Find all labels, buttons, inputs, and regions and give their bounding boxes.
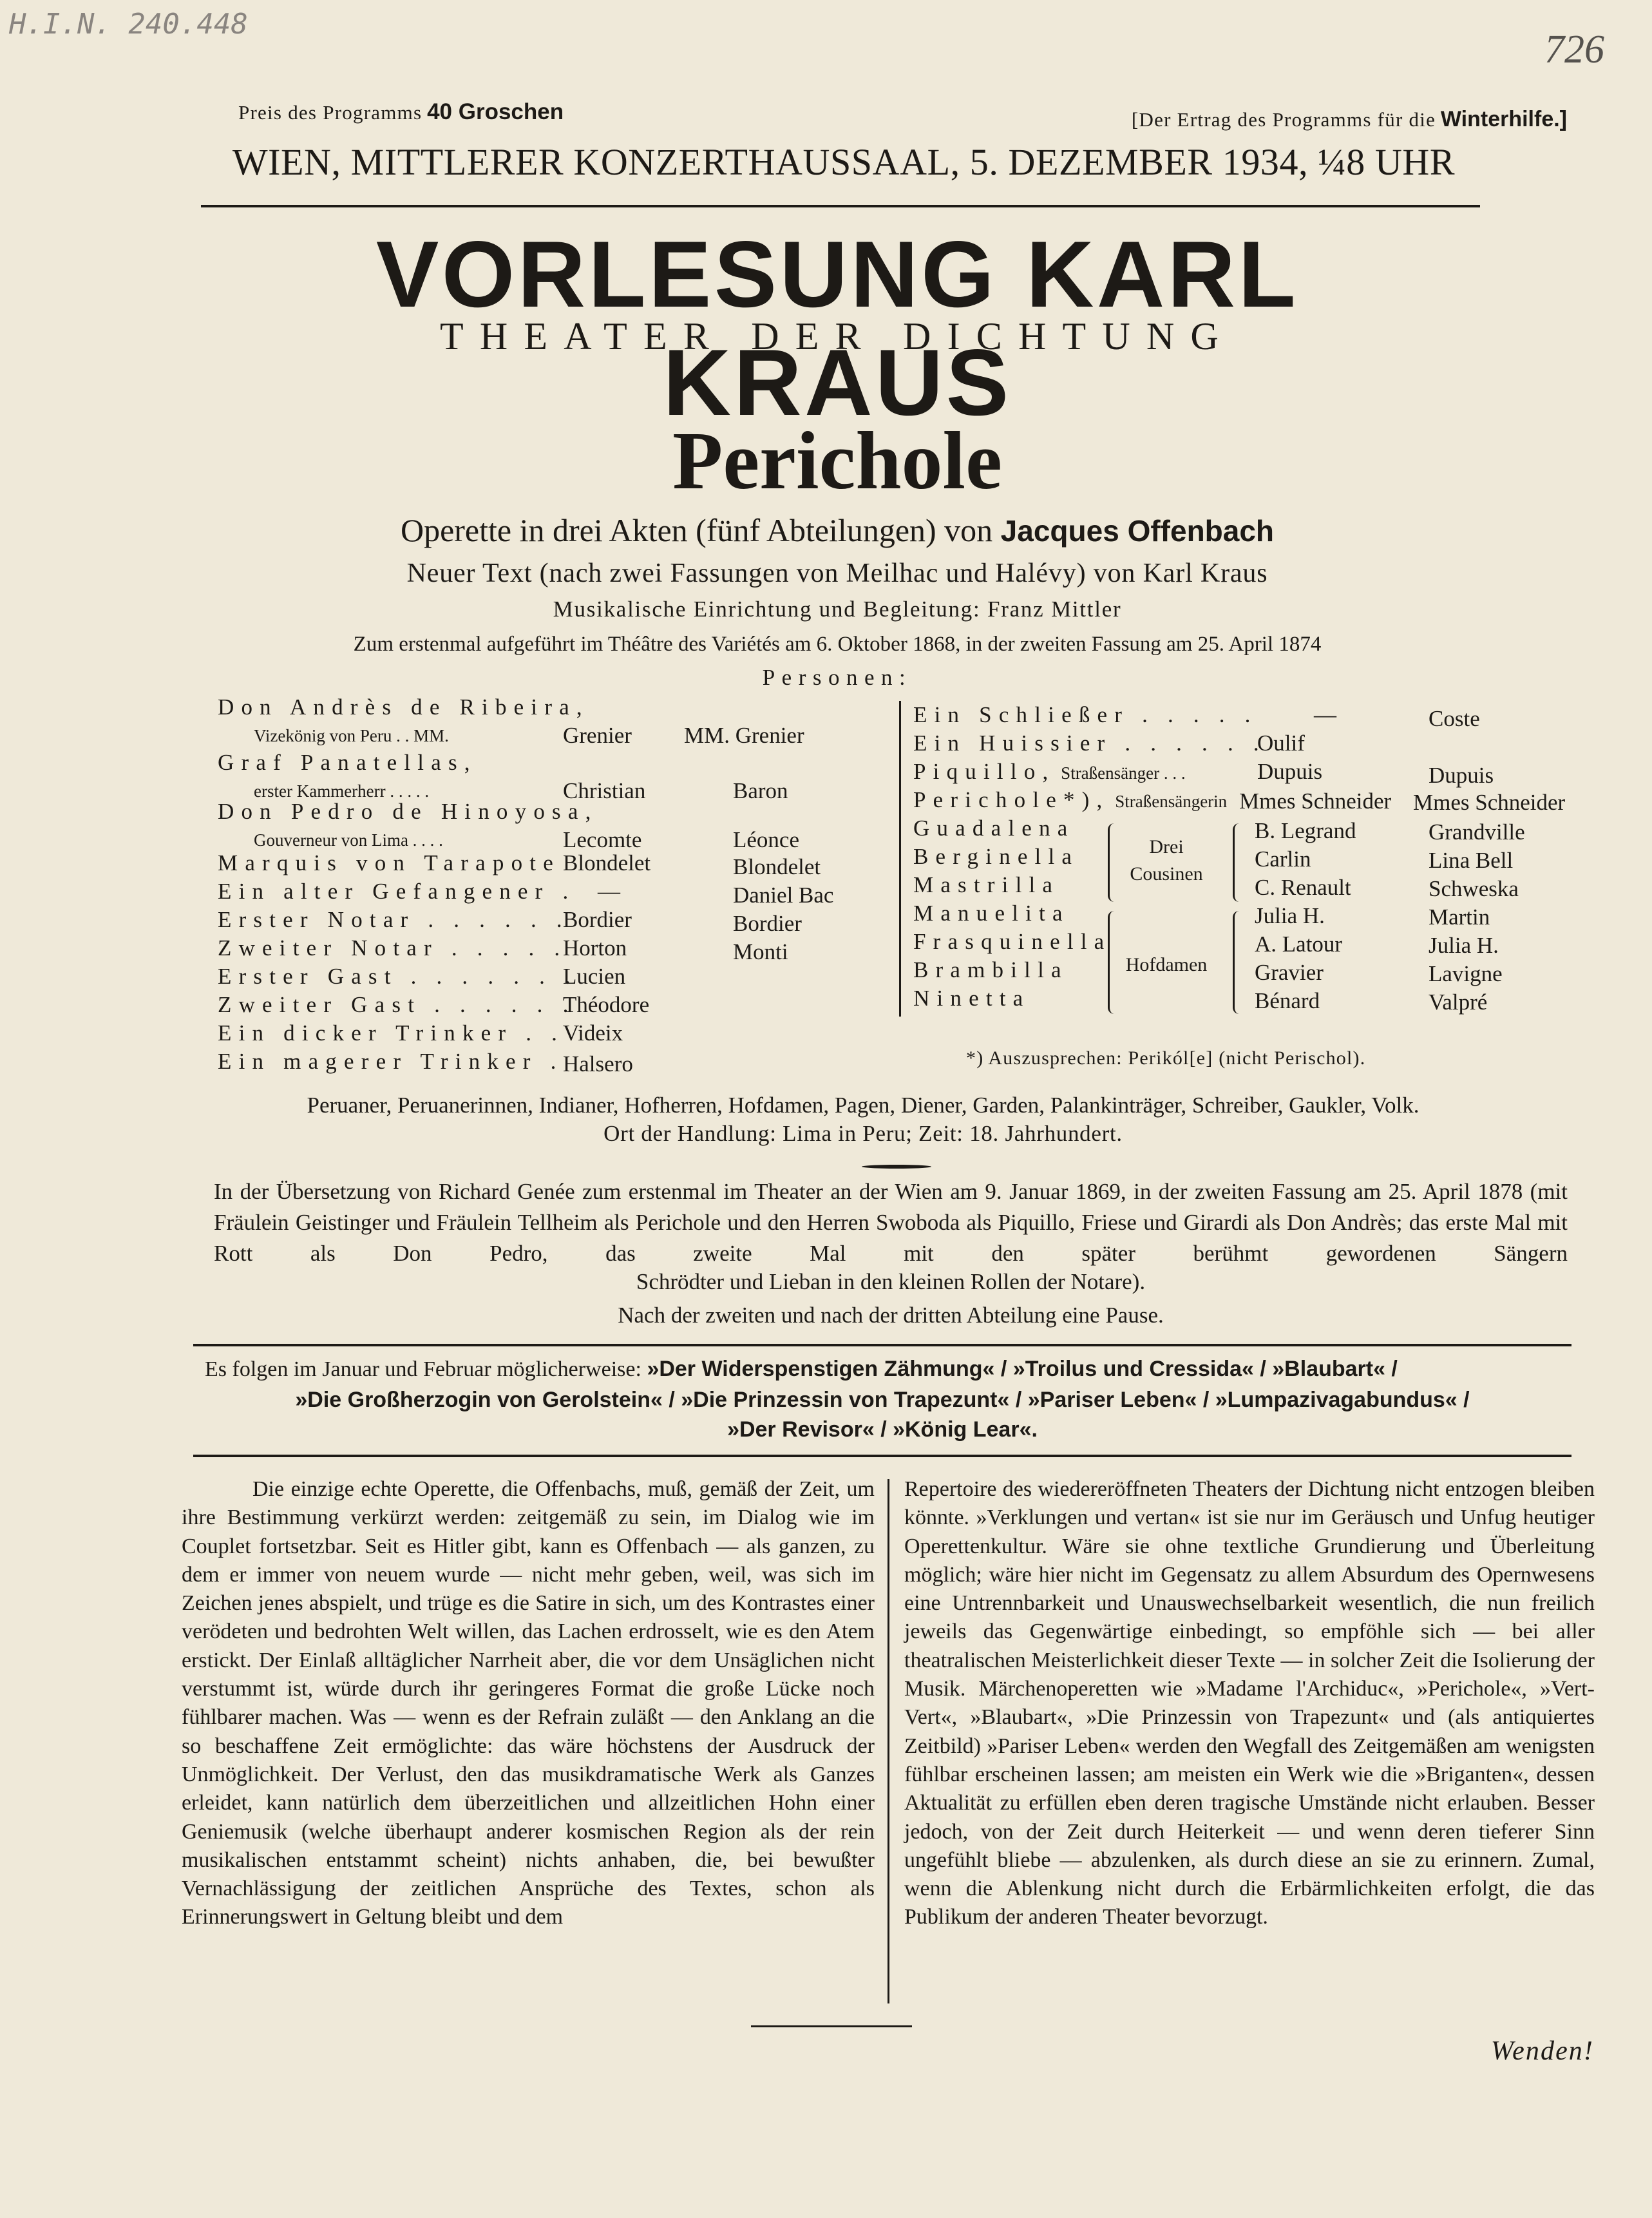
brace-right-cousins — [1233, 823, 1242, 902]
cast-original: B. Legrand — [1255, 818, 1356, 843]
cast-vienna: MM. Grenier — [684, 723, 804, 748]
cast-vienna: Julia H. — [1429, 933, 1499, 958]
cast-sub: Vizekönig von Peru . . MM. — [254, 726, 449, 745]
cast-vienna: Grandville — [1429, 819, 1525, 845]
cast-name: Don Pedro de Hinoyosa, — [218, 799, 598, 824]
group-cousins — [1118, 834, 1215, 888]
cast-name: Brambilla — [913, 957, 1068, 982]
cast-vienna: Lina Bell — [1429, 848, 1514, 873]
archive-page-number: 726 — [1544, 28, 1604, 72]
personen-label: Personen: — [762, 665, 913, 690]
essay-column-1 — [182, 1475, 875, 1932]
upcoming-line-2: »Die Großherzogin von Gerolstein« / »Die Prinzessin von Trapezunt« / »Pariser Leben« / »Lumpazivagabundus« / — [295, 1388, 1470, 1412]
ornament-rule — [862, 1165, 931, 1169]
cast-left — [218, 693, 888, 1080]
cast-vienna: Monti — [733, 939, 788, 964]
work-line-3: Musikalische Einrichtung und Begleitung: Franz Mittler — [553, 597, 1122, 622]
end-rule — [751, 2025, 912, 2027]
pause-line: Nach der zweiten und nach der dritten Abteilung eine Pause. — [618, 1303, 1164, 1328]
composer: Jacques Offenbach — [1000, 514, 1275, 548]
work-line-1-prefix: Operette in drei Akten (fünf Abteilungen) von — [400, 512, 993, 548]
proceeds-label: [Der Ertrag des Programms für die — [1131, 108, 1436, 131]
cast-vienna: Léonce — [733, 827, 799, 852]
cast-original: Horton — [563, 935, 627, 961]
venue-line: WIEN, MITTLERER KONZERTHAUSSAAL, 5. DEZEMBER 1934, ¼8 UHR — [232, 141, 1456, 183]
brace-left-ladies — [1108, 911, 1117, 1014]
cast-sub: Gouverneur von Lima . . . . — [254, 830, 443, 850]
cast-name: Guadalena — [913, 816, 1075, 841]
cast-original: — — [1314, 702, 1336, 727]
cast-divider — [899, 701, 901, 1017]
cast-original: Théodore — [563, 992, 650, 1017]
price-value: 40 Groschen — [427, 99, 564, 124]
cast-original: Mmes Schneider — [1239, 789, 1392, 814]
cast-original: A. Latour — [1255, 932, 1343, 957]
group-cousins-line1: Drei — [1149, 836, 1184, 857]
work-line-1 — [193, 511, 1481, 549]
upcoming-items-1: »Der Widerspenstigen Zähmung« / »Troilus und Cressida« / »Blaubart« / — [647, 1357, 1398, 1381]
cast-note: Straßensängerin — [1115, 792, 1228, 811]
cast-original: Grenier — [563, 723, 632, 748]
turn-page: Wenden! — [1490, 2036, 1594, 2066]
cast-vienna: Blondelet — [733, 854, 821, 879]
cast-original: Bénard — [1255, 988, 1320, 1013]
group-cousins-line2: Cousinen — [1130, 863, 1203, 884]
footnote: *) Auszusprechen: Perikól[e] (nicht Perischol). — [966, 1047, 1366, 1069]
cast-original: Julia H. — [1255, 903, 1325, 928]
cast-original: Lecomte — [563, 827, 642, 852]
essay-column-2 — [904, 1475, 1595, 1932]
proceeds-value: Winterhilfe.] — [1440, 107, 1567, 131]
setting-line: Ort der Handlung: Lima in Peru; Zeit: 18. Jahrhundert. — [603, 1121, 1123, 1146]
cast-original: C. Renault — [1255, 875, 1351, 900]
cast-name: Piquillo, — [913, 759, 1056, 784]
cast-name: Ein magerer Trinker . — [218, 1049, 564, 1074]
cast-name: Erster Notar . . . . . . — [218, 907, 569, 932]
work-title: Perichole — [672, 415, 1002, 506]
cast-vienna: Schweska — [1429, 876, 1519, 901]
cast-original: Halsero — [563, 1051, 633, 1076]
cast-note: Straßensänger . . . — [1061, 763, 1186, 783]
cast-original: Dupuis — [1257, 759, 1323, 784]
upcoming-line-1 — [205, 1357, 1570, 1382]
cast-vienna: Martin — [1429, 904, 1490, 930]
cast-name: Ein dicker Trinker . . — [218, 1020, 565, 1046]
cast-original: Carlin — [1255, 846, 1311, 872]
work-line-2: Neuer Text (nach zwei Fassungen von Meilhac und Halévy) von Karl Kraus — [406, 559, 1268, 588]
cast-name: Erster Gast . . . . . . . — [218, 964, 578, 989]
brace-right-ladies — [1233, 911, 1242, 1014]
cast-name: Zweiter Notar . . . . . — [218, 935, 567, 961]
cast-vienna: Valpré — [1429, 989, 1488, 1015]
cast-vienna: Dupuis — [1429, 763, 1494, 788]
cast-original: Lucien — [563, 964, 626, 989]
header-rule — [201, 205, 1480, 207]
upcoming-rule-bottom — [193, 1455, 1571, 1457]
cast-name: Mastrilla — [913, 872, 1060, 897]
cast-original: — — [598, 879, 620, 904]
cast-name-row — [913, 786, 1227, 816]
main-title: VORLESUNG KARL KRAUS — [375, 222, 1299, 435]
group-ladies: Hofdamen — [1125, 954, 1208, 975]
cast-name: Perichole*), — [913, 787, 1110, 812]
cast-vienna: Bordier — [733, 911, 802, 936]
cast-vienna: Coste — [1429, 706, 1480, 731]
cast-name: Ein Huissier . . . . . . — [913, 731, 1266, 756]
cast-original: Blondelet — [563, 850, 651, 875]
cast-name: Zweiter Gast . . . . . . — [218, 992, 576, 1017]
chorus-line: Peruaner, Peruanerinnen, Indianer, Hofherren, Hofdamen, Pagen, Diener, Garden, Palankinträger, Schreiber, Gaukler, Volk. — [307, 1093, 1419, 1118]
cast-name: Frasquinella — [913, 929, 1112, 954]
cast-original: Bordier — [563, 907, 632, 932]
cast-name: Marquis von Tarapote — [218, 850, 560, 875]
cast-vienna: Daniel Bac — [733, 883, 834, 908]
upcoming-rule-top — [193, 1344, 1571, 1346]
work-line-4: Zum erstenmal aufgeführt im Théâtre des Variétés am 6. Oktober 1868, in der zweiten Fassung am 25. April 1874 — [353, 633, 1322, 656]
subtitle: THEATER DER DICHTUNG — [440, 315, 1235, 358]
history-last-line: Schrödter und Lieban in den kleinen Rollen der Notare). — [636, 1269, 1146, 1294]
cast-vienna: Mmes Schneider — [1413, 790, 1566, 815]
cast-name: Graf Panatellas, — [218, 750, 477, 775]
price-label: Preis des Programms — [238, 101, 422, 124]
cast-right — [913, 701, 1570, 1036]
cast-vienna: Lavigne — [1429, 961, 1503, 986]
cast-name: Manuelita — [913, 901, 1070, 926]
cast-vienna: Baron — [733, 778, 788, 803]
cast-original: Gravier — [1255, 960, 1324, 985]
archive-signature: H.I.N. 240.448 — [9, 8, 248, 41]
upcoming-line-3: »Der Revisor« / »König Lear«. — [727, 1417, 1038, 1442]
cast-name-row — [913, 758, 1186, 787]
cast-name: Ninetta — [913, 986, 1030, 1011]
cast-sub: erster Kammerherr . . . . . — [254, 781, 430, 801]
price-line — [238, 99, 564, 125]
brace-left-cousins — [1108, 823, 1117, 902]
history-text: In der Übersetzung von Richard Genée zum erstenmal im Theater an der Wien am 9. Januar 1869, in der zweiten Fassung am 25. April 1878 (mit Fräulein Geistinger und Fräulein Tellheim als Perichole und den Herren Swoboda als Piquillo, Friese und Girardi als Don Andrès; das erste Mal mit Rott als Don Pedro, das zweite Mal mit den später berühmt gewordenen Sängern — [214, 1179, 1568, 1266]
essay-col1-text: Die einzige echte Operette, die Offenbachs, muß, gemäß der Zeit, um ihre Bestimmung verkürzt werden: zeitgemäß zu sein, im Dialog wie im Couplet fortsetzbar. Seit es Hitler gibt, kann es Offenbach — als ganzen, zu dem er immer von neuem wurde — nicht mehr geben, weil, was sich im Zeichen jenes abspielt, und trüge es die Satire in sich, um des Kontrastes einer verödeten und bedrohten Welt willen, das Lachen erdrosselt, wie es den Atem erstickt. Der Einlaß alltäglicher Narrheit aber, die vor dem Unsäglichen nicht verstummt ist, würde durch ihr geringeres Format die große Lücke noch fühlbarer machen. Was — wenn es der Refrain zuläßt — den Anklang an die so beschaffene Zeit ermöglichte: das wäre höchstens der Ausdruck der Unmöglichkeit. Der Verlust, den das musikdramatische Werk als Ganzes erleidet, kann natürlich dem überzeitlichen und allzeitlichen Hohn einer Geniemusik (welche überhaupt anderer kosmischen Region als der rein musikalischen entstammt scheint) nichts anhaben, die, bei bewußter Vernachlässigung der zeitlichen Ansprüche des Textes, schon als Erinnerungswert in Geltung bleibt und dem — [182, 1477, 875, 1929]
proceeds-line — [1132, 107, 1567, 132]
cast-name: Berginella — [913, 844, 1079, 869]
essay-col2-text: Repertoire des wiedereröffneten Theaters der Dichtung nicht entzogen bleiben könnte. »Verklungen und vertan« ist sie nur im Geräusch und Unfug heutiger Operettenkultur. Wäre sie ohne textliche Grundierung und Überleitung möglich; wäre hier nicht im Gegensatz zu allem Absurdum des Opernwesens eine Untrennbarkeit und Unauswechselbarkeit wesentlich, die nun freilich jeweils das Gegenwärtige einbedingt, so empföhle sich — bei aller theatralischen Meisterlichkeit dieser Texte — in solcher Zeit die Isolierung der Musik. Märchenoperetten wie »Madame l'Archiduc«, »Perichole«, »Vert-Vert«, »Blaubart«, »Die Prinzessin von Trapezunt« und (als antiquiertes Zeitbild) »Pariser Leben« werden den Wegfall des Zeitgemäßen am wenigsten fühlbar erscheinen lassen; am meisten ein Werk wie die »Briganten«, dessen Aktualität zu erfüllen eben deren tragische Umstände nicht erlauben. Besser jedoch, von der Zeit durch Heiterkeit — und wenn deren tieferer Sinn ungefühlt bliebe — abzulenken, als durch diese an sie zu erinnern. Zumal, wenn die Ablenkung nicht durch die Erbärmlichkeiten erfolgt, die das Publikum der anderen Theater bevorzugt. — [904, 1477, 1595, 1929]
cast-name: Ein Schließer . . . . . — [913, 702, 1258, 727]
essay-divider — [888, 1479, 889, 2003]
cast-original: Oulif — [1257, 731, 1305, 756]
cast-original: Christian — [563, 778, 646, 803]
cast-name: Don Andrès de Ribeira, — [218, 694, 589, 720]
cast-original: Videix — [563, 1020, 623, 1046]
upcoming-intro: Es folgen im Januar und Februar möglicherweise: — [205, 1357, 641, 1381]
cast-name: Ein alter Gefangener . — [218, 879, 576, 904]
